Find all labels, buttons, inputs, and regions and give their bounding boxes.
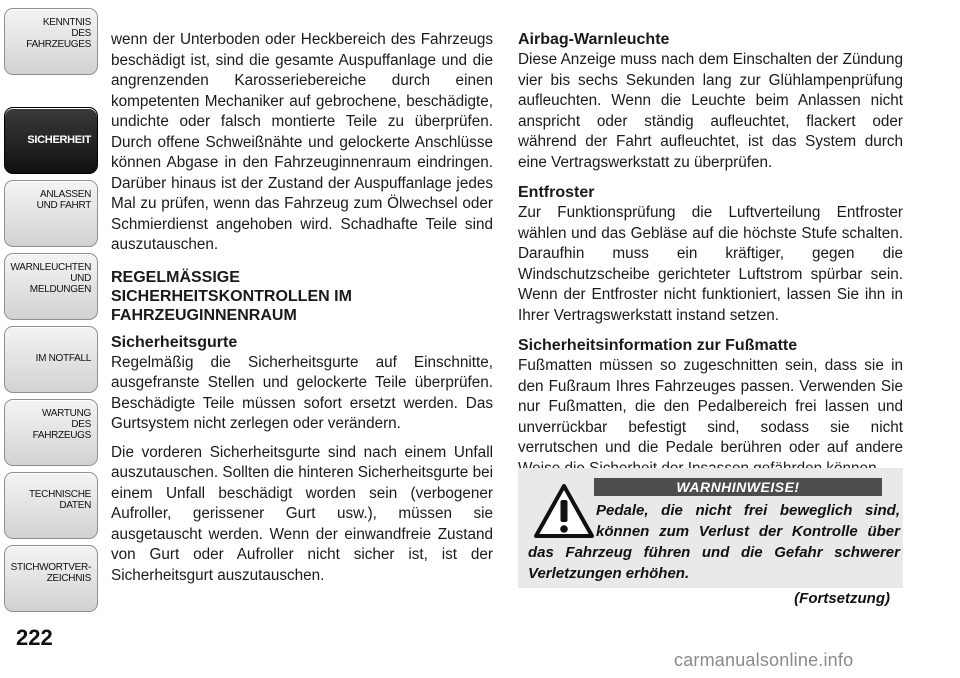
floormat-paragraph: Fußmatten müssen so zugeschnitten sein, dass sie in den Fußraum Ihres Fahrzeuges passen. Verwenden Sie nur Fußmatten, die den Pedalbereich frei lassen und unverrückbar befestigt sind, sodass sie nicht verrutschen und die Pedale berühren oder auf andere: [518, 357, 903, 456]
tab-label-line: MELDUNGEN: [29, 284, 91, 295]
tab-label-line: SICHERHEIT: [27, 134, 91, 146]
page-number: 222: [16, 625, 53, 650]
tab-label-line: WARNLEUCHTEN: [10, 262, 91, 273]
watermark: carmanualsonline.info: [674, 650, 854, 670]
tab-label-line: DES: [71, 28, 91, 39]
seatbelts-paragraph-2: Die vorderen Sicherheitsgurte sind nach einem Unfall auszutauschen. Sollten die hinteren Sicherheitsgurte bei einem Unfall beschädigt worden sein (verbogener Aufroller, gerissener Gurt usw.), müssen sie ausgetauscht werden. Wenn der einwandfreie Zustand von Gurt oder Aufroller nicht sicher ist, ist der Sicherheitsgurt auszutauschen.: [111, 443, 493, 584]
right-column: [518, 30, 903, 479]
warning-title: WARNHINWEISE!: [594, 478, 882, 496]
icon-spacer: [528, 500, 596, 542]
tab-kenntnis-des-fahrzeuges[interactable]: [4, 8, 98, 75]
tab-label-line: TECHNISCHE: [28, 489, 91, 500]
warning-box: [518, 468, 903, 588]
seatbelts-heading: Sicherheitsgurte: [111, 333, 238, 351]
tab-label-line: DES: [71, 419, 91, 430]
tab-label-line: STICHWORTVER-: [10, 562, 91, 573]
tab-anlassen-und-fahrt[interactable]: [4, 180, 98, 247]
tab-label-line: DATEN: [59, 500, 91, 511]
airbag-heading: Airbag-Warnleuchte: [518, 31, 670, 48]
defroster-paragraph: Zur Funktionsprüfung die Luftverteilung Entfroster wählen und das Gebläse auf die höchste Stufe schalten. Daraufhin muss ein kräftiger, gegen die Windschutzscheibe gerichteter Luftstrom spürbar sein. Wenn der Entfroster nicht funktioniert, lassen Sie ihn in Ihrer Vertragswerkstatt instand setzen.: [518, 204, 903, 324]
tab-im-notfall[interactable]: [4, 326, 98, 393]
tab-label-line: ANLASSEN: [40, 189, 91, 200]
tab-stichwortverzeichnis[interactable]: [4, 545, 98, 612]
floormat-heading: Sicherheitsinformation zur Fußmatte: [518, 337, 798, 354]
tab-label-line: IM NOTFALL: [35, 353, 91, 364]
tab-sicherheit[interactable]: [4, 107, 98, 174]
tab-label-line: FAHRZEUGS: [32, 430, 91, 441]
left-column: [111, 30, 493, 594]
tab-warnleuchten-und-meldungen[interactable]: [4, 253, 98, 320]
tab-label-line: KENNTNIS: [42, 17, 91, 28]
section-heading-line: REGELMÄSSIGE: [111, 268, 240, 286]
section-heading-line: SICHERHEITSKONTROLLEN IM: [111, 287, 352, 305]
warning-text-body: Pedale, die nicht frei beweglich sind, können zum Verlust der Kontrolle über das Fahrzeug führen und die Gefahr schwerer Verletzungen erhöhen.: [528, 502, 900, 582]
tab-label-line: ZEICHNIS: [46, 573, 91, 584]
tab-label-line: UND FAHRT: [36, 200, 91, 211]
tab-wartung-des-fahrzeugs[interactable]: [4, 399, 98, 466]
continuation-note: (Fortsetzung): [794, 590, 890, 607]
exhaust-paragraph: wenn der Unterboden oder Heckbereich des Fahrzeugs beschädigt ist, sind die gesamte Auspuffanlage und die angrenzenden Karosseriebereiche durch einen kompetenten Mechaniker auf gebrochene, beschädigte, undichte oder falsch montierte Teile zu überprüfen. Durch offene Schweißnähte und gelockerte Anschlüsse können Abgase in den Fahrzeuginnenraum eindringen. Darüber hinaus ist der Zustand der Auspuffanlage jedes Mal zu prüfen, wenn das Fahrzeug zum Ölwechsel oder Schmierdienst angehoben wird. Schadhafte Teile sind auszutauschen.: [111, 31, 493, 253]
airbag-paragraph: Diese Anzeige muss nach dem Einschalten der Zündung vier bis sechs Sekunden lang zur Glühlampenprüfung aufleuchten. Wenn die Leuchte beim Anlassen nicht anspricht oder ständig aufleuchtet, flackert oder während der Fahrt aufleuchtet, ist das System durch eine Vertragswerkstatt zu überprüfen.: [518, 51, 903, 171]
section-heading-line: FAHRZEUGINNENRAUM: [111, 306, 297, 324]
tab-label-line: FAHRZEUGES: [26, 39, 91, 50]
seatbelts-paragraph-1: Regelmäßig die Sicherheitsgurte auf Einschnitte, ausgefranste Stellen und gelockerte Teile überprüfen. Beschädigte Teile müssen sofort ersetzt werden. Das Gurtsystem nicht zerlegen oder verändern.: [111, 353, 493, 432]
section-heading: [111, 268, 493, 325]
tab-label-line: UND: [70, 273, 91, 284]
warning-text: [528, 500, 900, 584]
defroster-heading: Entfroster: [518, 184, 595, 201]
tab-label-line: WARTUNG: [41, 408, 91, 419]
tab-technische-daten[interactable]: [4, 472, 98, 539]
